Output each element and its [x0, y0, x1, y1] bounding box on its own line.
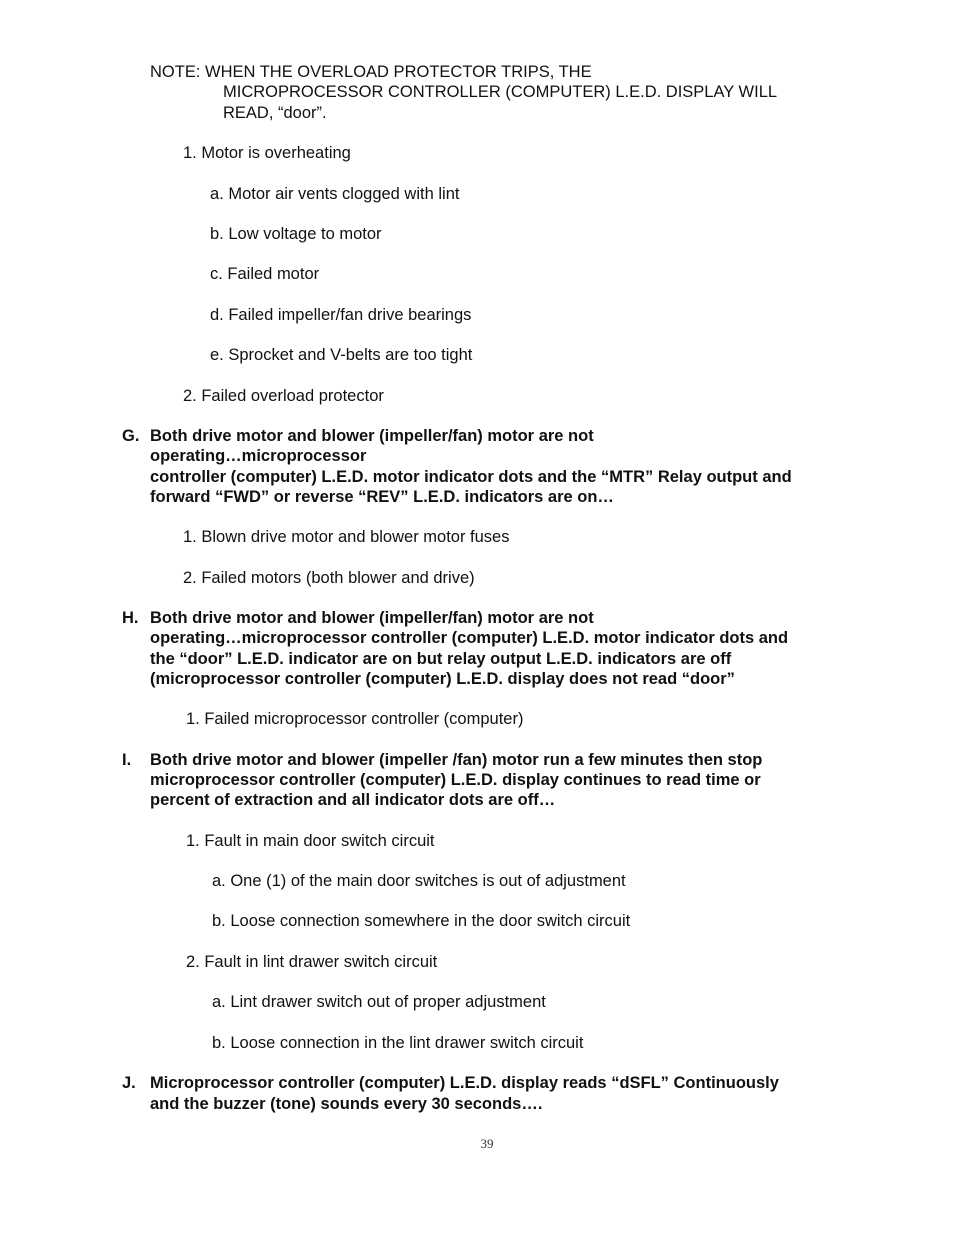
list-subitem-low-voltage: b. Low voltage to motor: [210, 225, 382, 243]
section-g-heading-line-1: Both drive motor and blower (impeller/fan) motor are not: [150, 427, 594, 445]
section-g-letter: G.: [122, 427, 140, 445]
list-subitem-failed-bearings: d. Failed impeller/fan drive bearings: [210, 306, 472, 324]
list-item-motor-overheating: 1. Motor is overheating: [183, 144, 351, 162]
section-h-heading-line-2: operating…microprocessor controller (computer) L.E.D. motor indicator dots and: [150, 629, 789, 647]
section-j-heading-line-2: and the buzzer (tone) sounds every 30 seconds….: [150, 1095, 543, 1113]
list-item-failed-overload: 2. Failed overload protector: [183, 387, 384, 405]
section-h-letter: H.: [122, 609, 139, 627]
note-line-1: NOTE: WHEN THE OVERLOAD PROTECTOR TRIPS, THE: [150, 63, 592, 81]
section-h-heading-line-3: the “door” L.E.D. indicator are on but relay output L.E.D. indicators are off: [150, 650, 732, 668]
section-h-heading-line-1: Both drive motor and blower (impeller/fan) motor are not: [150, 609, 594, 627]
section-i-item-2: 2. Fault in lint drawer switch circuit: [186, 953, 438, 971]
section-g-item-1: 1. Blown drive motor and blower motor fuses: [183, 528, 510, 546]
section-i-item-1-sub-a: a. One (1) of the main door switches is out of adjustment: [212, 872, 626, 890]
section-h-item-1: 1. Failed microprocessor controller (computer): [186, 710, 524, 728]
list-subitem-sprocket-vbelts: e. Sprocket and V-belts are too tight: [210, 346, 473, 364]
section-i-item-2-sub-a: a. Lint drawer switch out of proper adjustment: [212, 993, 546, 1011]
section-h-heading-line-4: (microprocessor controller (computer) L.E.D. display does not read “door”: [150, 670, 735, 688]
note-line-3: READ, “door”.: [223, 104, 327, 122]
section-i-heading-line-3: percent of extraction and all indicator dots are off…: [150, 791, 556, 809]
list-subitem-failed-motor: c. Failed motor: [210, 265, 320, 283]
section-i-item-1-sub-b: b. Loose connection somewhere in the door switch circuit: [212, 912, 631, 930]
section-j-heading-line-1: Microprocessor controller (computer) L.E.D. display reads “dSFL” Continuously: [150, 1074, 779, 1092]
page-number: 39: [480, 1136, 494, 1151]
section-j-letter: J.: [122, 1074, 136, 1092]
section-i-item-2-sub-b: b. Loose connection in the lint drawer switch circuit: [212, 1034, 584, 1052]
section-g-heading-line-4: forward “FWD” or reverse “REV” L.E.D. indicators are on…: [150, 488, 614, 506]
section-g-heading-line-2: operating…microprocessor: [150, 447, 367, 465]
section-g-heading-line-3: controller (computer) L.E.D. motor indicator dots and the “MTR” Relay output and: [150, 468, 792, 486]
list-subitem-air-vents: a. Motor air vents clogged with lint: [210, 185, 460, 203]
section-i-item-1: 1. Fault in main door switch circuit: [186, 832, 435, 850]
section-i-heading-line-2: microprocessor controller (computer) L.E.D. display continues to read time or: [150, 771, 761, 789]
section-g-item-2: 2. Failed motors (both blower and drive): [183, 569, 475, 587]
note-line-2: MICROPROCESSOR CONTROLLER (COMPUTER) L.E.D. DISPLAY WILL: [223, 83, 778, 101]
section-i-letter: I.: [122, 751, 132, 769]
section-i-heading-line-1: Both drive motor and blower (impeller /fan) motor run a few minutes then stop: [150, 751, 763, 769]
